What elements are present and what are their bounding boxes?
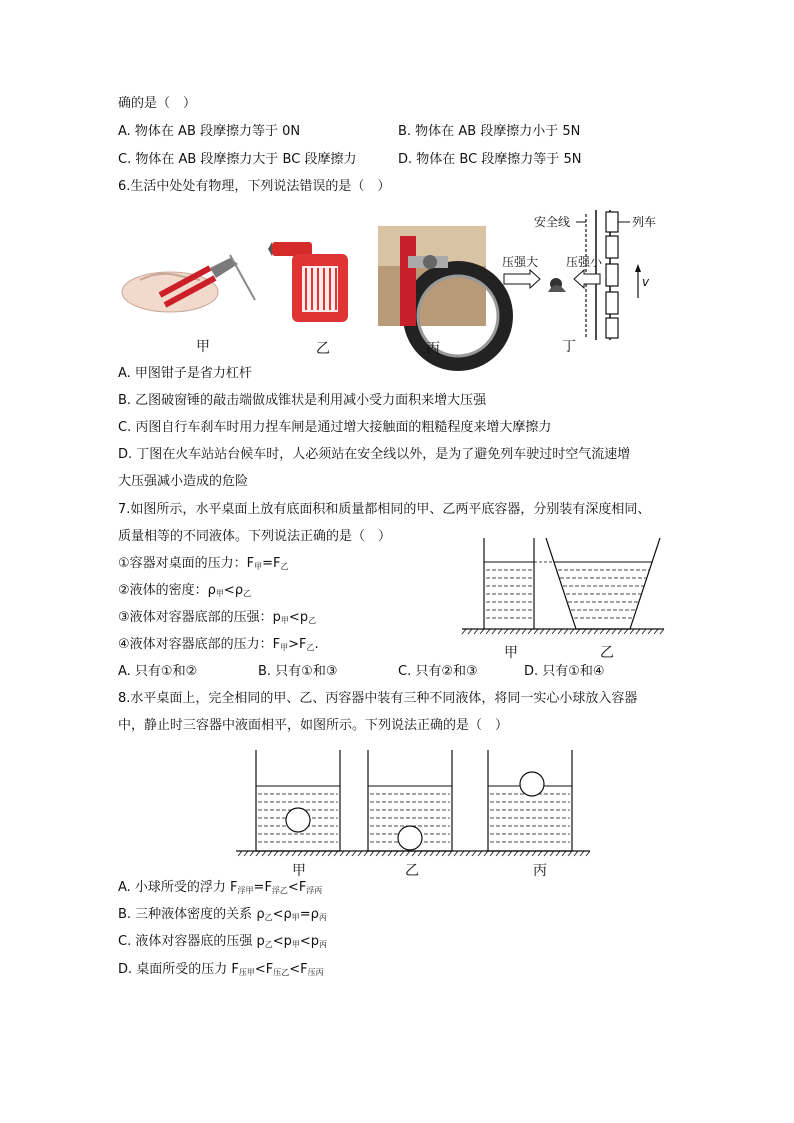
q7-option-a: A. 只有①和② [118, 664, 198, 679]
q7-statement-2: ②液体的密度：$\rho_甲<\rho_乙$ [118, 583, 252, 598]
q6-ding-pressure-high-label: 压强大 [502, 255, 539, 269]
q5-option-d: D. 物体在 BC 段摩擦力等于 5N [398, 152, 582, 167]
q7-option-d: D. 只有①和④ [524, 664, 605, 679]
q5-option-a: A. 物体在 AB 段摩擦力等于 0N [118, 124, 301, 139]
q6-stem: 6.生活中处处有物理，下列说法错误的是（ ） [118, 179, 391, 194]
q6-option-b: B. 乙图破窗锤的敲击端做成锥状是利用减小受力面积来增大压强 [118, 393, 487, 408]
q6-ding-pressure-low-label: 压强小 [566, 255, 603, 269]
q6-ding-velocity-label: v [642, 275, 650, 289]
q6-ding-safety-line-label: 安全线 [534, 215, 571, 229]
q7-stem-line1: 7.如图所示，水平桌面上放有底面积和质量都相同的甲、乙两平底容器，分别装有深度相同、 [118, 502, 651, 517]
q7-statement-1: ①容器对桌面的压力：$F_甲=F_乙$ [118, 556, 289, 571]
q7-option-c: C. 只有②和③ [398, 664, 478, 679]
q6-figure-train-station [500, 208, 670, 343]
q6-figure-bicycle-brake [378, 226, 486, 326]
q8-option-b: B. 三种液体密度的关系 $\rho_乙<\rho_甲=\rho_丙$ [118, 907, 327, 922]
q6-ding-train-label: 列车 [632, 215, 657, 229]
q8-stem-line1: 8.水平桌面上，完全相同的甲、乙、丙容器中装有三种不同液体，将同一实心小球放入容器 [118, 691, 638, 706]
q7-figure-containers [460, 536, 666, 636]
q8-caption-jia: 甲 [292, 863, 306, 879]
q6-caption-ding: 丁 [562, 339, 576, 355]
q6-figure-pliers [120, 240, 260, 320]
q6-option-a: A. 甲图钳子是省力杠杆 [118, 366, 252, 381]
q7-option-b: B. 只有①和③ [258, 664, 338, 679]
q6-option-d-line2: 大压强减小造成的危险 [118, 474, 249, 489]
q7-caption-yi: 乙 [600, 645, 614, 661]
q8-option-a: A. 小球所受的浮力 $F_{浮甲}=F_{浮乙}<F_{浮丙}$ [118, 880, 323, 895]
q7-caption-jia: 甲 [504, 645, 518, 661]
q8-stem-line2: 中，静止时三容器中液面相平，如图所示。下列说法正确的是（ ） [118, 718, 509, 733]
q5-stem-tail: 确的是（ ） [118, 96, 197, 111]
q6-caption-bing: 丙 [426, 341, 440, 357]
q8-option-c: C. 液体对容器底的压强 $p_乙<p_甲<p_丙$ [118, 934, 328, 949]
q7-statement-4: ④液体对容器底部的压力：$F_甲>F_乙$. [118, 637, 319, 652]
q8-figure-containers [236, 748, 590, 860]
q6-caption-jia: 甲 [196, 339, 210, 355]
q7-stem-line2: 质量相等的不同液体。下列说法正确的是（ ） [118, 529, 392, 544]
q6-option-d-line1: D. 丁图在火车站站台候车时，人必须站在安全线以外，是为了避免列车驶过时空气流速增 [118, 447, 631, 462]
q8-caption-yi: 乙 [405, 863, 419, 879]
q8-caption-bing: 丙 [533, 863, 547, 879]
q6-figure-window-hammer [268, 232, 354, 327]
q8-option-d: D. 桌面所受的压力 $F_{压甲}<F_{压乙}<F_{压丙}$ [118, 962, 324, 977]
q6-option-c: C. 丙图自行车刹车时用力捏车闸是通过增大接触面的粗糙程度来增大摩擦力 [118, 420, 552, 435]
q7-statement-3: ③液体对容器底部的压强：$p_甲<p_乙$ [118, 610, 317, 625]
q5-option-b: B. 物体在 AB 段摩擦力小于 5N [398, 124, 581, 139]
q6-caption-yi: 乙 [316, 341, 330, 357]
q5-option-c: C. 物体在 AB 段摩擦力大于 BC 段摩擦力 [118, 152, 357, 167]
